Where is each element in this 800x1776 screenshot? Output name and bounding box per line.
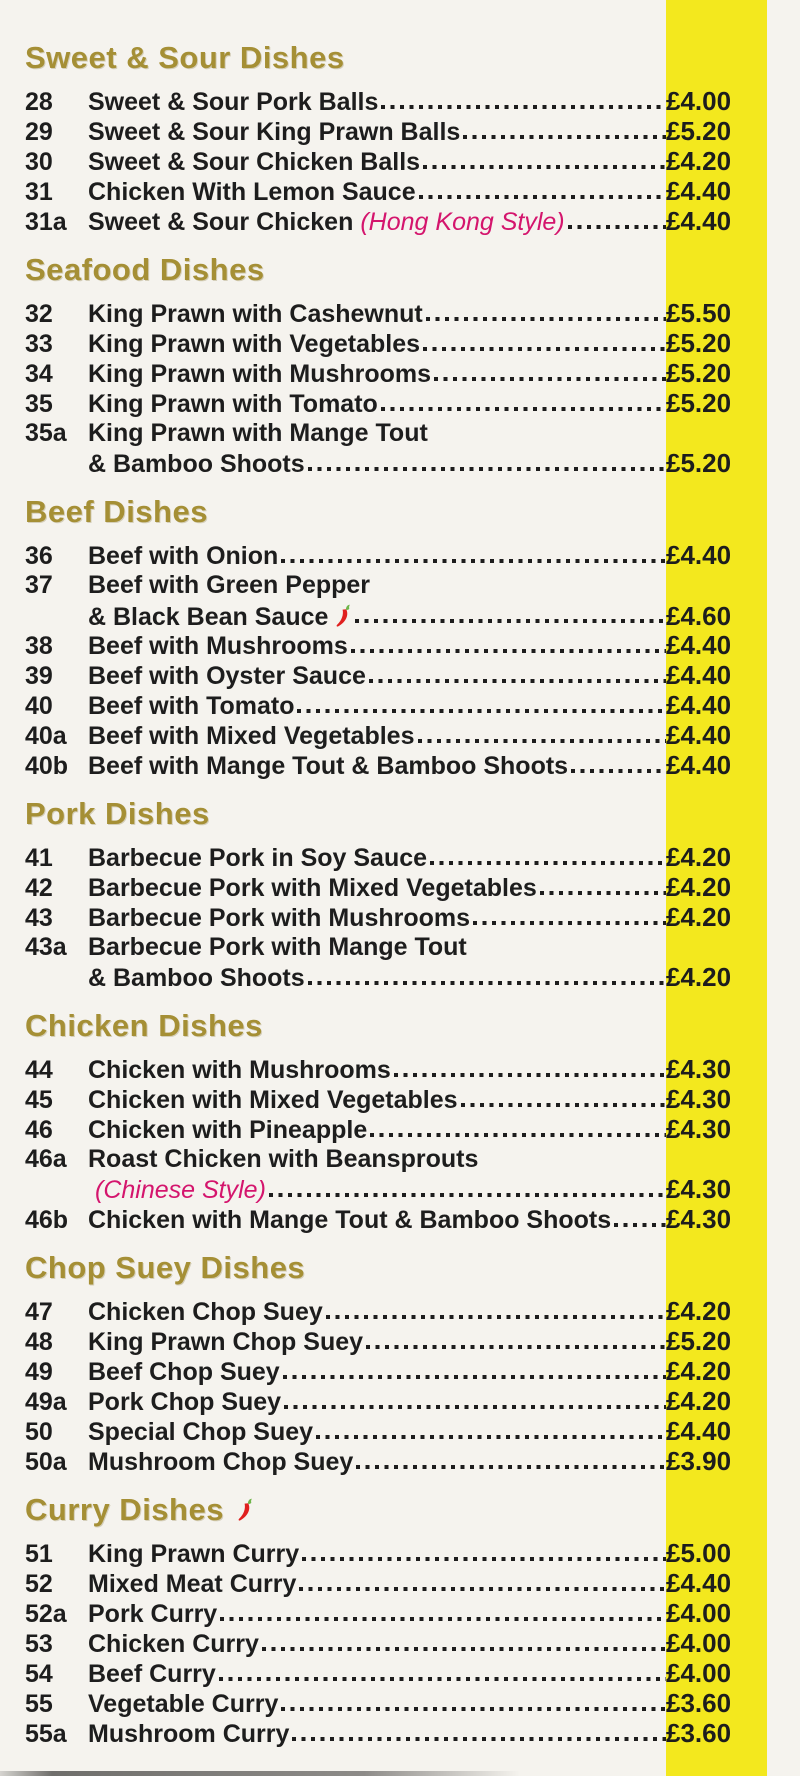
item-name xyxy=(88,963,305,993)
item-name xyxy=(88,1689,278,1719)
dotted-leader xyxy=(381,407,666,411)
dotted-leader xyxy=(355,619,666,623)
item-number: 34 xyxy=(25,360,53,388)
menu-item-row xyxy=(25,690,768,720)
dotted-leader xyxy=(283,1375,666,1379)
item-price: £4.20 xyxy=(666,1356,732,1386)
item-price: £5.20 xyxy=(666,448,732,478)
item-name-text: Vegetable Curry xyxy=(88,1690,279,1718)
item-name xyxy=(88,661,366,691)
item-number: 50a xyxy=(25,1448,67,1476)
item-name-text: King Prawn with Vegetables xyxy=(88,330,421,358)
menu-item-row xyxy=(25,298,768,328)
item-name-text: & Bamboo Shoots xyxy=(88,450,305,478)
item-name xyxy=(88,1447,353,1477)
item-name-text: Barbecue Pork with Mushrooms xyxy=(88,904,471,932)
item-price: £4.40 xyxy=(666,1416,732,1446)
item-name xyxy=(88,1719,289,1749)
item-name-text: King Prawn Curry xyxy=(88,1540,300,1568)
menu-item-row xyxy=(25,206,768,236)
item-price: £4.40 xyxy=(666,1568,732,1598)
item-number: 46a xyxy=(25,1145,67,1173)
dotted-leader xyxy=(473,921,666,925)
item-price: £4.60 xyxy=(666,601,732,631)
item-number: 37 xyxy=(25,571,53,599)
item-price: £5.20 xyxy=(666,358,732,388)
menu-item-row xyxy=(25,1598,768,1628)
menu-item-row xyxy=(25,86,768,116)
item-name xyxy=(88,1569,296,1599)
item-price: £4.20 xyxy=(666,902,732,932)
dotted-leader xyxy=(381,105,666,109)
item-price: £4.40 xyxy=(666,720,732,750)
menu-item-row xyxy=(25,1174,768,1204)
item-name xyxy=(88,691,294,721)
item-name xyxy=(88,147,420,177)
item-number: 31a xyxy=(25,208,67,236)
item-price: £5.20 xyxy=(666,388,732,418)
item-price: £4.20 xyxy=(666,1296,732,1326)
menu-item-row xyxy=(25,1054,768,1084)
item-name xyxy=(88,117,460,147)
section-title xyxy=(25,1008,800,1044)
menu-item-row xyxy=(25,902,768,932)
menu-item-row xyxy=(25,1326,768,1356)
item-number: 36 xyxy=(25,542,53,570)
item-name-text: Mixed Meat Curry xyxy=(88,1570,297,1598)
dotted-leader xyxy=(369,679,666,683)
menu-item-row xyxy=(25,1144,768,1174)
dotted-leader xyxy=(302,1557,666,1561)
item-name xyxy=(88,177,416,207)
dotted-leader xyxy=(370,1133,666,1137)
dotted-leader xyxy=(423,347,666,351)
section-title-label: Chicken Dishes xyxy=(25,1008,263,1043)
item-number: 40b xyxy=(25,752,69,780)
dotted-leader xyxy=(284,1405,666,1409)
menu-item-row xyxy=(25,1446,768,1476)
item-number: 52 xyxy=(25,1570,53,1598)
item-number: 31 xyxy=(25,178,53,206)
item-name xyxy=(88,207,565,237)
item-name-text: Beef Curry xyxy=(88,1660,216,1688)
dotted-leader xyxy=(281,559,666,563)
item-price: £4.00 xyxy=(666,1628,732,1658)
item-name xyxy=(88,418,428,448)
item-name xyxy=(88,1055,391,1085)
dotted-leader xyxy=(418,739,667,743)
item-name xyxy=(88,602,328,632)
section-title-label: Seafood Dishes xyxy=(25,252,265,287)
item-price: £5.50 xyxy=(666,298,732,328)
item-price: £4.40 xyxy=(666,540,732,570)
item-name xyxy=(88,1085,458,1115)
item-name xyxy=(88,1327,363,1357)
item-name-text: Beef with Onion xyxy=(88,542,279,570)
item-number: 53 xyxy=(25,1630,53,1658)
menu-item-row xyxy=(25,146,768,176)
dotted-leader xyxy=(281,1707,666,1711)
item-price: £3.90 xyxy=(666,1446,732,1476)
item-number: 55a xyxy=(25,1720,67,1748)
section-title xyxy=(25,40,800,76)
item-name xyxy=(88,389,378,419)
menu-item-row xyxy=(25,932,768,962)
section-title-label: Beef Dishes xyxy=(25,494,208,529)
section-title xyxy=(25,1250,800,1286)
item-name xyxy=(88,1629,259,1659)
item-name xyxy=(88,359,431,389)
dotted-leader xyxy=(419,195,666,199)
dotted-leader xyxy=(430,861,666,865)
item-price: £4.20 xyxy=(666,872,732,902)
item-price: £4.40 xyxy=(666,206,732,236)
dotted-leader xyxy=(299,1587,666,1591)
item-name-text: King Prawn with Mange Tout xyxy=(88,419,428,447)
menu-section xyxy=(0,1250,800,1476)
menu-item-row xyxy=(25,448,768,478)
item-price: £4.30 xyxy=(666,1174,732,1204)
item-number: 54 xyxy=(25,1660,53,1688)
item-number: 49 xyxy=(25,1358,53,1386)
menu-section xyxy=(0,252,800,478)
item-price: £5.20 xyxy=(666,328,732,358)
item-number: 49a xyxy=(25,1388,67,1416)
menu-item-row xyxy=(25,1688,768,1718)
item-name xyxy=(88,1144,478,1174)
item-name-text: Pork Chop Suey xyxy=(88,1388,282,1416)
item-name-text: & Black Bean Sauce xyxy=(88,603,329,631)
item-name-text: King Prawn with Tomato xyxy=(88,390,378,418)
section-title-label: Pork Dishes xyxy=(25,796,210,831)
item-name xyxy=(88,1417,313,1447)
item-number: 29 xyxy=(25,118,53,146)
menu-item-row xyxy=(25,600,768,630)
item-name xyxy=(88,570,370,600)
item-number: 52a xyxy=(25,1600,67,1628)
item-number: 47 xyxy=(25,1298,53,1326)
item-price: £3.60 xyxy=(666,1718,732,1748)
item-name xyxy=(88,541,278,571)
item-number: 40 xyxy=(25,692,53,720)
item-price: £5.20 xyxy=(666,116,732,146)
menu-item-row xyxy=(25,1386,768,1416)
menu-section xyxy=(0,40,800,236)
menu-item-row xyxy=(25,388,768,418)
item-number: 46 xyxy=(25,1116,53,1144)
item-name-text: Barbecue Pork with Mange Tout xyxy=(88,933,467,961)
item-name xyxy=(88,751,568,781)
section-title-label: Sweet & Sour Dishes xyxy=(25,40,345,75)
menu-section xyxy=(0,1492,800,1748)
item-name xyxy=(88,1175,266,1205)
item-number: 50 xyxy=(25,1418,53,1446)
item-name-text: Chicken With Lemon Sauce xyxy=(88,178,416,206)
scan-edge-shadow xyxy=(0,1771,520,1776)
item-name xyxy=(88,1387,281,1417)
item-name-text: Sweet & Sour Chicken xyxy=(88,208,354,236)
menu-item-row xyxy=(25,1538,768,1568)
dotted-leader xyxy=(292,1737,666,1741)
item-number: 32 xyxy=(25,300,53,328)
item-number: 35 xyxy=(25,390,53,418)
item-price: £4.00 xyxy=(666,1598,732,1628)
menu-item-row xyxy=(25,1658,768,1688)
item-name xyxy=(88,1659,216,1689)
menu-item-row xyxy=(25,1204,768,1234)
item-number: 30 xyxy=(25,148,53,176)
item-name-text: Beef with Mange Tout & Bamboo Shoots xyxy=(88,752,569,780)
item-name-text: Beef with Mushrooms xyxy=(88,632,348,660)
item-name-text: Chicken Chop Suey xyxy=(88,1298,323,1326)
section-title-label: Curry Dishes xyxy=(25,1492,224,1527)
menu-item-row xyxy=(25,418,768,448)
item-name xyxy=(88,1599,217,1629)
item-name-text: Chicken with Pineapple xyxy=(88,1116,368,1144)
dotted-leader xyxy=(220,1617,666,1621)
menu-item-row xyxy=(25,328,768,358)
item-name-text: Barbecue Pork with Mixed Vegetables xyxy=(88,874,537,902)
section-title-label: Chop Suey Dishes xyxy=(25,1250,306,1285)
item-price: £4.00 xyxy=(666,86,732,116)
item-name-text: Roast Chicken with Beansprouts xyxy=(88,1145,479,1173)
item-name xyxy=(88,329,420,359)
item-number: 51 xyxy=(25,1540,53,1568)
item-name-text: Beef Chop Suey xyxy=(88,1358,280,1386)
item-name-text: Beef with Green Pepper xyxy=(88,571,371,599)
item-price: £4.20 xyxy=(666,842,732,872)
dotted-leader xyxy=(316,1435,666,1439)
menu-item-row xyxy=(25,630,768,660)
menu-item-row xyxy=(25,750,768,780)
dotted-leader xyxy=(568,225,666,229)
item-name-text: King Prawn Chop Suey xyxy=(88,1328,364,1356)
item-name xyxy=(88,1115,367,1145)
item-number: 33 xyxy=(25,330,53,358)
item-number: 44 xyxy=(25,1056,53,1084)
item-name-text: Mushroom Chop Suey xyxy=(88,1448,354,1476)
menu-item-row xyxy=(25,570,768,600)
menu-item-row xyxy=(25,1084,768,1114)
item-name xyxy=(88,1297,323,1327)
item-name xyxy=(88,1205,611,1235)
menu-section xyxy=(0,1008,800,1234)
chili-pepper-icon xyxy=(236,1494,252,1530)
item-price: £4.40 xyxy=(666,660,732,690)
item-price: £4.20 xyxy=(666,146,732,176)
item-name-text: Barbecue Pork in Soy Sauce xyxy=(88,844,428,872)
menu-item-row xyxy=(25,1718,768,1748)
item-name xyxy=(88,873,537,903)
dotted-leader xyxy=(326,1315,666,1319)
menu-item-row xyxy=(25,1416,768,1446)
dotted-leader xyxy=(308,981,666,985)
menu-item-row xyxy=(25,358,768,388)
menu-item-row xyxy=(25,540,768,570)
dotted-leader xyxy=(614,1223,666,1227)
dotted-leader xyxy=(434,377,666,381)
item-name xyxy=(88,932,467,962)
dotted-leader xyxy=(356,1465,666,1469)
menu-item-row xyxy=(25,1568,768,1598)
item-price: £4.30 xyxy=(666,1204,732,1234)
item-name xyxy=(88,1539,299,1569)
item-number: 45 xyxy=(25,1086,53,1114)
item-price: £3.60 xyxy=(666,1688,732,1718)
menu-item-row xyxy=(25,116,768,146)
menu-section xyxy=(0,494,800,780)
item-number: 35a xyxy=(25,419,67,447)
item-price: £5.00 xyxy=(666,1538,732,1568)
menu-item-row xyxy=(25,1356,768,1386)
dotted-leader xyxy=(366,1345,666,1349)
item-name-text: Chicken with Mange Tout & Bamboo Shoots xyxy=(88,1206,612,1234)
dotted-leader xyxy=(426,317,666,321)
item-name-text: Chicken with Mixed Vegetables xyxy=(88,1086,458,1114)
item-price: £4.30 xyxy=(666,1084,732,1114)
item-name-text: Sweet & Sour Pork Balls xyxy=(88,88,379,116)
item-name-text: Mushroom Curry xyxy=(88,1720,290,1748)
item-number: 28 xyxy=(25,88,53,116)
item-name-text: Special Chop Suey xyxy=(88,1418,314,1446)
item-name xyxy=(88,903,470,933)
item-number: 42 xyxy=(25,874,53,902)
item-number: 43 xyxy=(25,904,53,932)
item-name-text: Chicken Curry xyxy=(88,1630,259,1658)
item-name xyxy=(88,843,427,873)
menu-item-row xyxy=(25,176,768,206)
menu-section xyxy=(0,796,800,992)
item-name-text: & Bamboo Shoots xyxy=(88,964,305,992)
dotted-leader xyxy=(571,769,666,773)
section-title xyxy=(25,494,800,530)
item-price: £5.20 xyxy=(666,1326,732,1356)
dotted-leader xyxy=(540,891,666,895)
item-style-note: (Chinese Style) xyxy=(95,1176,266,1204)
section-title xyxy=(25,796,800,832)
dotted-leader xyxy=(463,135,666,139)
item-name-text: Beef with Mixed Vegetables xyxy=(88,722,415,750)
item-name-text: Beef with Oyster Sauce xyxy=(88,662,366,690)
item-name xyxy=(88,721,415,751)
item-name-text: Chicken with Mushrooms xyxy=(88,1056,391,1084)
item-number: 41 xyxy=(25,844,53,872)
dotted-leader xyxy=(461,1103,666,1107)
item-number: 48 xyxy=(25,1328,53,1356)
item-name xyxy=(88,299,423,329)
chili-pepper-icon xyxy=(334,603,350,635)
item-name xyxy=(88,631,348,661)
item-name-text: Beef with Tomato xyxy=(88,692,295,720)
menu-item-row xyxy=(25,1296,768,1326)
item-name-text: Sweet & Sour King Prawn Balls xyxy=(88,118,461,146)
item-name xyxy=(88,87,378,117)
menu-item-row xyxy=(25,660,768,690)
item-price: £4.40 xyxy=(666,630,732,660)
item-name-text: King Prawn with Cashewnut xyxy=(88,300,423,328)
menu-item-row xyxy=(25,842,768,872)
dotted-leader xyxy=(351,649,666,653)
item-price: £4.40 xyxy=(666,750,732,780)
menu-item-row xyxy=(25,1114,768,1144)
item-number: 38 xyxy=(25,632,53,660)
item-name xyxy=(88,1357,280,1387)
item-style-note: (Hong Kong Style) xyxy=(360,208,565,236)
menu-item-row xyxy=(25,872,768,902)
dotted-leader xyxy=(219,1677,666,1681)
item-number: 43a xyxy=(25,933,67,961)
item-price: £4.30 xyxy=(666,1054,732,1084)
item-name xyxy=(88,449,305,479)
menu-item-row xyxy=(25,720,768,750)
item-name-text: Pork Curry xyxy=(88,1600,218,1628)
menu-item-row xyxy=(25,962,768,992)
item-number: 40a xyxy=(25,722,67,750)
item-price: £4.20 xyxy=(666,1386,732,1416)
dotted-leader xyxy=(262,1647,666,1651)
section-title xyxy=(25,1492,800,1528)
item-price: £4.40 xyxy=(666,690,732,720)
dotted-leader xyxy=(297,709,666,713)
item-price: £4.20 xyxy=(666,962,732,992)
item-number: 55 xyxy=(25,1690,53,1718)
section-title xyxy=(25,252,800,288)
item-number: 39 xyxy=(25,662,53,690)
dotted-leader xyxy=(308,467,666,471)
item-price: £4.40 xyxy=(666,176,732,206)
menu-item-row xyxy=(25,1628,768,1658)
item-price: £4.30 xyxy=(666,1114,732,1144)
dotted-leader xyxy=(423,165,666,169)
item-number: 46b xyxy=(25,1206,69,1234)
item-name-text: Sweet & Sour Chicken Balls xyxy=(88,148,421,176)
item-price: £4.00 xyxy=(666,1658,732,1688)
item-name-text: King Prawn with Mushrooms xyxy=(88,360,432,388)
dotted-leader xyxy=(269,1193,666,1197)
dotted-leader xyxy=(394,1073,666,1077)
